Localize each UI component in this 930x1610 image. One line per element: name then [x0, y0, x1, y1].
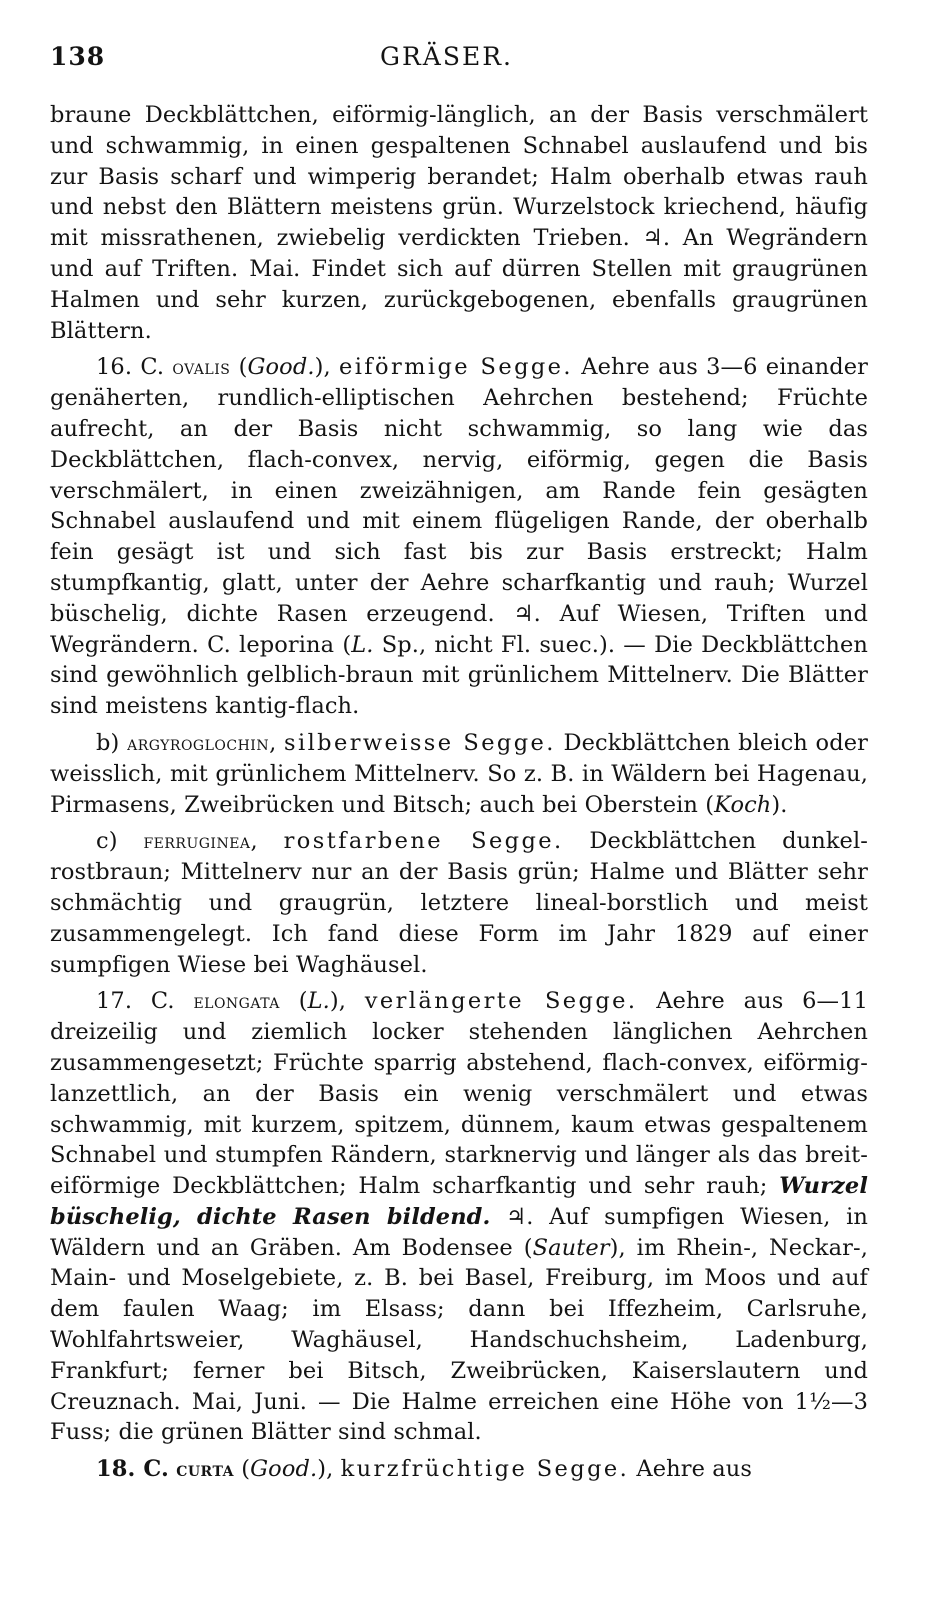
- species-name: elongata: [193, 989, 280, 1014]
- entry-number: 18. C.: [96, 1456, 169, 1483]
- page-body: [50, 100, 868, 1485]
- variety-description: Deckblättchen dunkel-rostbraun; Mittelnerv nur an der Basis grün; Halme und Blätter sehr schmächtig und graugrün, letztere lineal-borstlich und meist zusammengelegt. Ich fand diese Form im Jahr 1829 auf einer sumpfigen Wiese bei Waghäusel.: [50, 828, 868, 978]
- variety-b-argyroglochin: [50, 728, 868, 820]
- page-header: [50, 42, 868, 82]
- entry-description-cont: ♃. Auf sumpfigen Wiesen, in Wäldern und an Gräben. Am Bodensee (: [50, 1203, 868, 1261]
- reference-author: Koch: [714, 791, 772, 818]
- species-author: Good.: [247, 354, 315, 381]
- punctuation: ,: [269, 729, 285, 756]
- punctuation: (: [233, 1456, 251, 1483]
- variety-description: Deckblättchen bleich oder weisslich, mit grünlichem Mittelnerv. So z. B. in Wäldern bei Hagenau, Pirmasens, Zweibrücken und Bitsch; auch bei Oberstein (: [50, 729, 868, 818]
- paragraph-continuation: [50, 100, 868, 346]
- punctuation: (: [230, 354, 248, 381]
- common-name: verlängerte Segge.: [364, 988, 638, 1015]
- species-name: ovalis: [172, 355, 231, 380]
- entry-description-cont2: ), im Rhein-, Neckar-, Main- und Moselgebiete, z. B. bei Basel, Freiburg, im Moos und auf dem faulen Waag; im Elsass; dann bei Iffezheim, Carlsruhe, Wohlfahrtsweier, Waghäusel, Handschuchsheim, Ladenburg, Frankfurt; ferner bei Bitsch, Zweibrücken, Kaiserslautern und Creuznach. Mai, Juni. — Die Halme erreichen eine Höhe von 1½—3 Fuss; die grünen Blätter sind schmal.: [50, 1234, 868, 1446]
- punctuation: (: [279, 988, 308, 1015]
- species-name: curta: [176, 1457, 234, 1482]
- entry-number: 16. C.: [96, 354, 165, 381]
- entry-description: Aehre aus 3—6 einander genäherten, rundlich-elliptischen Aehrchen bestehend; Früchte aufrecht, an der Basis nicht schwammig, so lang wie das Deckblättchen, flach-convex, nervig, eiförmig, gegen die Basis verschmälert, in einen zweizähnigen, am Rande fein gesägten Schnabel auslaufend und mit einem flügeligen Rande, der oberhalb fein gesägt ist und sich fast bis zur Basis erstreckt; Halm stumpfkantig, glatt, unter der Aehre scharfkantig und rauh; Wurzel büschelig, dichte Rasen erzeugend. ♃. Auf Wiesen, Triften und Wegrändern. C. leporina (: [50, 354, 868, 658]
- page-number: 138: [50, 42, 106, 71]
- common-name: kurzfrüchtige Segge.: [340, 1456, 630, 1483]
- reference-author: L.: [351, 631, 374, 658]
- entry-description: Aehre aus: [629, 1456, 753, 1483]
- variety-label: c): [96, 828, 144, 855]
- species-author: L.: [307, 988, 330, 1015]
- punctuation: ),: [317, 1456, 341, 1483]
- paragraph-text: braune Deckblättchen, eiförmig-länglich, an der Basis verschmälert und schwammig, in einen gespaltenen Schnabel auslaufend und bis zur Basis scharf und wimperig berandet; Halm oberhalb etwas rauh und nebst den Blättern meistens grün. Wurzelstock kriechend, häufig mit missrathenen, zwiebelig verdickten Trieben. ♃. An Wegrändern und auf Triften. Mai. Findet sich auf dürren Stellen mit graugrünen Halmen und sehr kurzen, zurückgebogenen, ebenfalls graugrünen Blättern.: [50, 102, 868, 344]
- punctuation: ),: [329, 988, 365, 1015]
- punctuation: ,: [250, 828, 284, 855]
- habit-note: Wurzel büschelig, dichte Rasen bildend.: [50, 1173, 868, 1230]
- entry-description-cont: Sp., nicht Fl. suec.). — Die Deckblättchen sind gewöhnlich gelblich-braun mit grünlichem Mittelnerv. Die Blätter sind meistens kantig-flach.: [50, 631, 868, 720]
- common-name: eiförmige Segge.: [338, 354, 573, 381]
- reference-author: Sauter: [532, 1234, 610, 1261]
- entry-18-curta: [50, 1454, 868, 1485]
- punctuation: ),: [314, 354, 339, 381]
- punctuation: ).: [771, 791, 788, 818]
- entry-17-elongata: [50, 986, 868, 1448]
- species-author: Good.: [250, 1456, 318, 1483]
- entry-number: 17. C.: [96, 988, 175, 1015]
- variety-label: b): [96, 729, 128, 756]
- common-name: silberweisse Segge.: [284, 729, 556, 756]
- variety-c-ferruginea: [50, 826, 868, 980]
- running-title: GRÄSER.: [380, 42, 513, 71]
- variety-name: ferruginea: [143, 829, 251, 854]
- entry-description: Aehre aus 6—11 dreizeilig und ziemlich locker stehenden länglichen Aehrchen zusammengesetzt; Früchte sparrig abstehend, flach-convex, eiförmig-lanzettlich, an der Basis ein wenig verschmälert und etwas schwammig, mit kurzem, spitzem, dünnem, kaum etwas gespaltenem Schnabel und stumpfen Rändern, starknervig und länger als das breit-eiförmige Deckblättchen; Halm scharfkantig und sehr rauh;: [50, 988, 868, 1200]
- common-name: rostfarbene Segge.: [283, 828, 564, 855]
- entry-16-ovalis: [50, 352, 868, 722]
- variety-name: argyroglochin: [127, 730, 270, 755]
